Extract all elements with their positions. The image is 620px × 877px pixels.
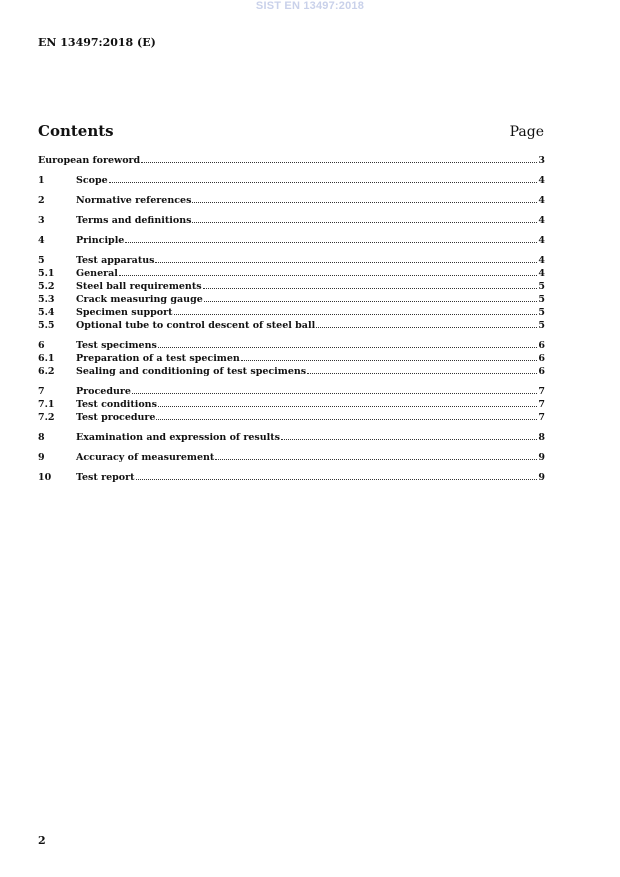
- toc-entry-page: 4: [538, 215, 545, 226]
- toc-entry-page: 7: [538, 399, 545, 410]
- toc-dot-leader: [174, 314, 538, 315]
- toc-entry[interactable]: [38, 214, 545, 227]
- toc-entry-page: 4: [538, 255, 545, 266]
- toc-dot-leader: [281, 439, 537, 440]
- toc-dot-leader: [109, 182, 538, 183]
- toc-entry-title: Optional tube to control descent of steel ball: [76, 320, 316, 331]
- toc-entry[interactable]: [38, 398, 545, 411]
- toc-dot-leader: [192, 222, 537, 223]
- toc-entry-number: 3: [38, 215, 45, 226]
- toc-dot-leader: [158, 406, 537, 407]
- toc-dot-leader: [192, 202, 537, 203]
- table-of-contents: [38, 154, 545, 484]
- toc-entry-number: 5.4: [38, 307, 55, 318]
- toc-entry-title: Procedure: [76, 386, 131, 397]
- toc-entry[interactable]: [38, 319, 545, 332]
- toc-entry-number: 7.1: [38, 399, 55, 410]
- toc-entry-title: General: [76, 268, 118, 279]
- toc-entry[interactable]: [38, 293, 545, 306]
- standard-header: EN 13497:2018 (E): [38, 36, 156, 49]
- toc-entry-title: Normative references: [76, 195, 192, 206]
- toc-entry-page: 6: [538, 340, 545, 351]
- toc-entry-page: 7: [538, 412, 545, 423]
- toc-dot-leader: [141, 162, 537, 163]
- toc-entry-number: 4: [38, 235, 45, 246]
- toc-entry-page: 9: [538, 472, 545, 483]
- toc-dot-leader: [156, 419, 537, 420]
- contents-title: Contents: [38, 122, 114, 140]
- toc-entry-title: Examination and expression of results: [76, 432, 280, 443]
- toc-entry-title: Preparation of a test specimen: [76, 353, 240, 364]
- toc-entry-number: 7.2: [38, 412, 55, 423]
- toc-dot-leader: [204, 301, 538, 302]
- toc-entry-number: 6.2: [38, 366, 55, 377]
- toc-dot-leader: [241, 360, 538, 361]
- toc-entry-page: 4: [538, 268, 545, 279]
- toc-dot-leader: [125, 242, 537, 243]
- toc-entry-title: Scope: [76, 175, 108, 186]
- toc-entry-title: Test conditions: [76, 399, 157, 410]
- toc-entry-number: 6: [38, 340, 45, 351]
- toc-dot-leader: [136, 479, 538, 480]
- toc-entry-title: Principle: [76, 235, 125, 246]
- toc-entry[interactable]: [38, 365, 545, 378]
- contents-heading-row: [38, 122, 544, 140]
- toc-entry-title: Accuracy of measurement: [76, 452, 215, 463]
- toc-entry-page: 4: [538, 195, 545, 206]
- toc-entry[interactable]: [38, 234, 545, 247]
- page-column-label: Page: [509, 124, 544, 140]
- toc-entry-page: 4: [538, 175, 545, 186]
- toc-entry-number: 5: [38, 255, 45, 266]
- toc-entry-number: 5.2: [38, 281, 55, 292]
- toc-entry-number: 8: [38, 432, 45, 443]
- toc-entry-page: 6: [538, 366, 545, 377]
- toc-entry-number: 1: [38, 175, 45, 186]
- toc-entry-number: 5.5: [38, 320, 55, 331]
- toc-entry-title: Steel ball requirements: [76, 281, 202, 292]
- toc-entry-page: 9: [538, 452, 545, 463]
- toc-entry-title: Specimen support: [76, 307, 173, 318]
- toc-entry[interactable]: [38, 385, 545, 398]
- toc-dot-leader: [307, 373, 537, 374]
- toc-entry[interactable]: [38, 154, 545, 167]
- toc-entry-page: 5: [538, 294, 545, 305]
- toc-entry[interactable]: [38, 267, 545, 280]
- toc-entry[interactable]: [38, 306, 545, 319]
- toc-entry-title: Test procedure: [76, 412, 156, 423]
- toc-entry-number: 6.1: [38, 353, 55, 364]
- toc-entry[interactable]: [38, 451, 545, 464]
- toc-entry-title: Terms and definitions: [76, 215, 192, 226]
- toc-entry-page: 7: [538, 386, 545, 397]
- toc-entry-title: Test report: [76, 472, 135, 483]
- toc-entry-page: 5: [538, 307, 545, 318]
- toc-dot-leader: [215, 459, 537, 460]
- page-number: 2: [38, 834, 46, 847]
- toc-entry-page: 6: [538, 353, 545, 364]
- toc-dot-leader: [203, 288, 538, 289]
- toc-entry-number: 5.1: [38, 268, 55, 279]
- toc-entry-title: Test apparatus: [76, 255, 155, 266]
- toc-entry-title: European foreword: [38, 155, 141, 166]
- toc-entry-title: Crack measuring gauge: [76, 294, 203, 305]
- toc-dot-leader: [316, 327, 537, 328]
- toc-entry-page: 8: [538, 432, 545, 443]
- toc-dot-leader: [158, 347, 538, 348]
- toc-entry[interactable]: [38, 339, 545, 352]
- toc-entry-number: 5.3: [38, 294, 55, 305]
- toc-entry[interactable]: [38, 431, 545, 444]
- toc-dot-leader: [155, 262, 537, 263]
- toc-entry[interactable]: [38, 352, 545, 365]
- toc-entry-page: 5: [538, 281, 545, 292]
- toc-entry[interactable]: [38, 194, 545, 207]
- toc-entry-page: 4: [538, 235, 545, 246]
- toc-entry[interactable]: [38, 411, 545, 424]
- toc-entry[interactable]: [38, 254, 545, 267]
- watermark: SIST EN 13497:2018: [255, 0, 365, 12]
- toc-entry-number: 10: [38, 472, 52, 483]
- toc-entry-title: Test specimens: [76, 340, 157, 351]
- toc-dot-leader: [132, 393, 537, 394]
- toc-entry-page: 3: [538, 155, 545, 166]
- toc-entry-page: 5: [538, 320, 545, 331]
- toc-entry[interactable]: [38, 280, 545, 293]
- toc-entry-number: 9: [38, 452, 45, 463]
- toc-dot-leader: [119, 275, 537, 276]
- toc-entry-title: Sealing and conditioning of test specimens: [76, 366, 307, 377]
- toc-entry[interactable]: [38, 174, 545, 187]
- toc-entry-number: 2: [38, 195, 45, 206]
- toc-entry[interactable]: [38, 471, 545, 484]
- toc-entry-number: 7: [38, 386, 45, 397]
